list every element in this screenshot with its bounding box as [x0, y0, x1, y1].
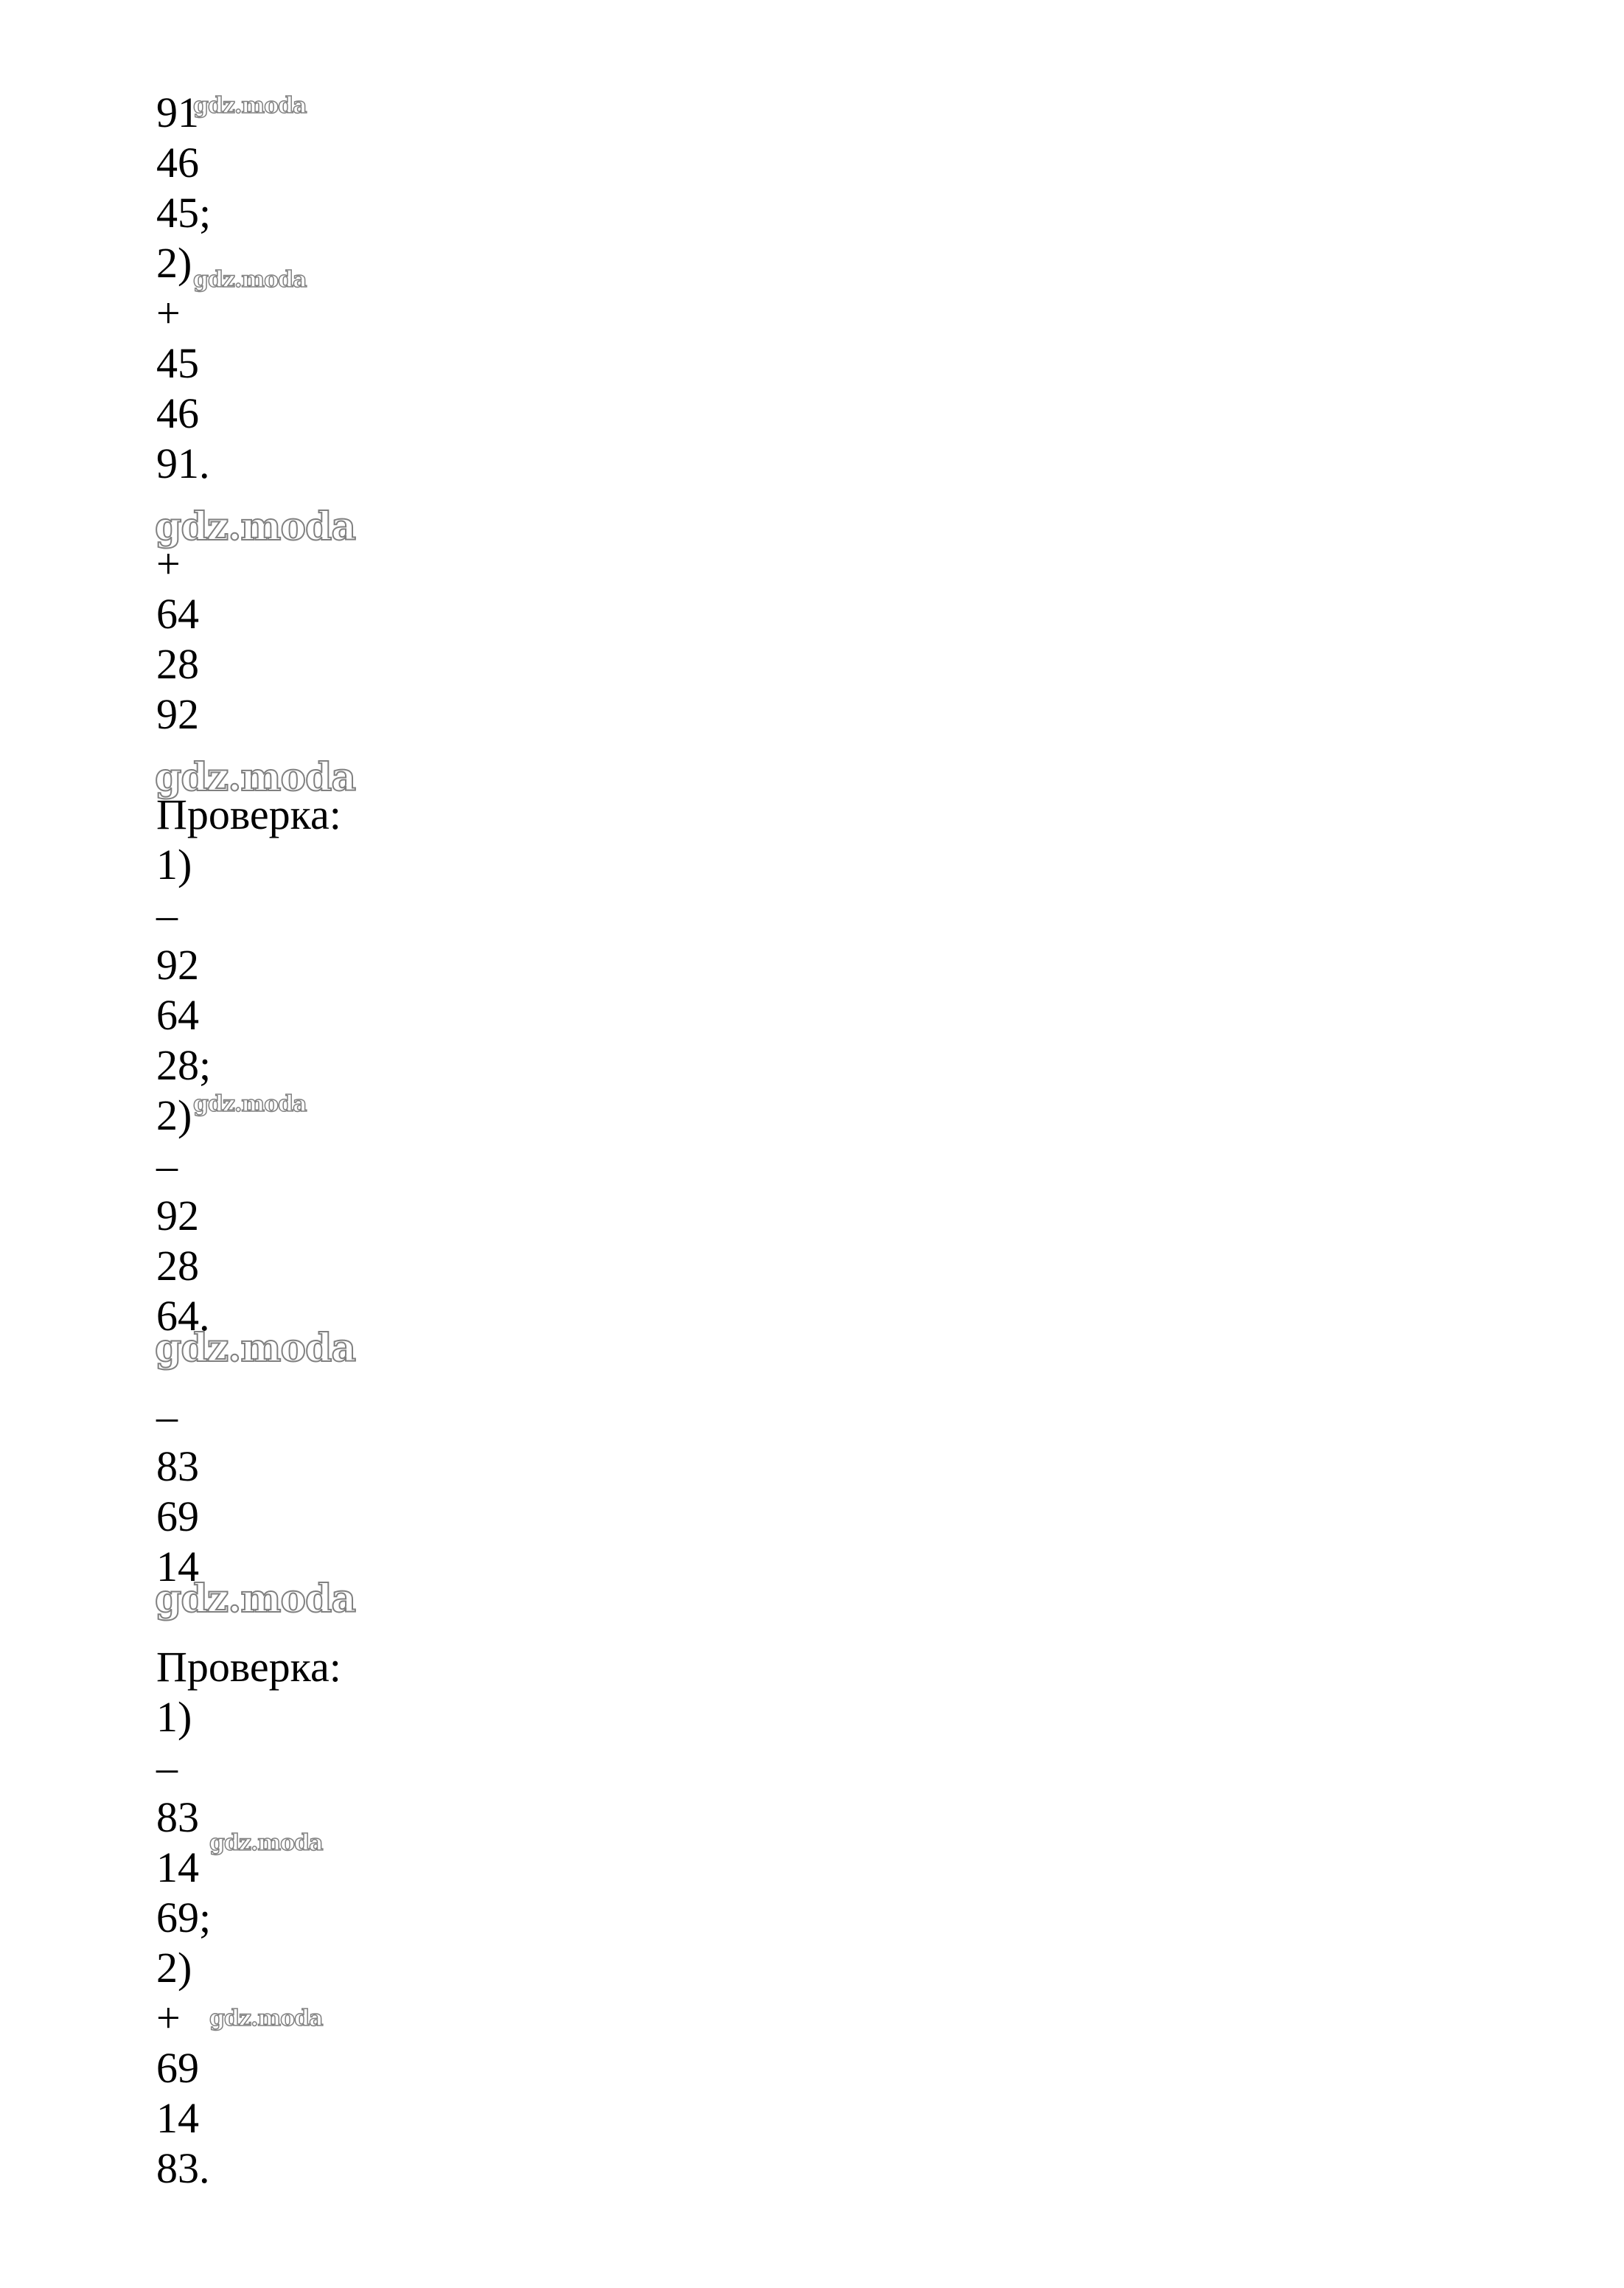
text-line: –: [156, 1141, 178, 1189]
watermark: gdz.moda: [155, 1576, 356, 1621]
text-line: Проверка:: [156, 1643, 341, 1691]
text-line: 83: [156, 1793, 199, 1841]
watermark: gdz.moda: [193, 267, 307, 293]
text-line: 14: [156, 2094, 199, 2142]
watermark: gdz.moda: [193, 1091, 307, 1117]
text-line: 1): [156, 1693, 192, 1741]
text-line: 69: [156, 2044, 199, 2092]
text-line: 92: [156, 1192, 199, 1239]
text-line: 14: [156, 1843, 199, 1891]
text-line: 83: [156, 1442, 199, 1490]
text-line: 28: [156, 640, 199, 688]
text-line: +: [156, 540, 181, 588]
text-line: 64: [156, 590, 199, 638]
text-line: 91: [156, 88, 199, 136]
text-line: –: [156, 1743, 178, 1791]
text-line: 69;: [156, 1894, 212, 1941]
text-line: –: [156, 1392, 178, 1440]
watermark: gdz.moda: [155, 755, 356, 800]
text-line: 1): [156, 841, 192, 889]
text-line: +: [156, 1994, 181, 2042]
watermark: gdz.moda: [155, 1326, 356, 1371]
text-line: 28;: [156, 1041, 212, 1089]
text-line: 92: [156, 941, 199, 989]
text-line: 2): [156, 1091, 192, 1139]
text-line: 64.: [156, 1292, 210, 1340]
text-line: 46: [156, 139, 199, 187]
text-line: 91.: [156, 439, 210, 487]
watermark: gdz.moda: [155, 504, 356, 549]
text-line: 28: [156, 1242, 199, 1290]
text-line: 45;: [156, 189, 212, 237]
text-line: 14: [156, 1543, 199, 1590]
text-line: 64: [156, 991, 199, 1039]
text-line: +: [156, 289, 181, 337]
watermark: gdz.moda: [193, 93, 307, 119]
watermark: gdz.moda: [209, 1830, 323, 1856]
text-line: 45: [156, 339, 199, 387]
watermark: gdz.moda: [209, 2006, 323, 2031]
text-line: Проверка:: [156, 790, 341, 838]
text-line: 69: [156, 1492, 199, 1540]
text-line: 2): [156, 239, 192, 287]
text-line: 2): [156, 1944, 192, 1992]
text-line: 83.: [156, 2144, 210, 2192]
text-line: –: [156, 891, 178, 939]
text-line: 46: [156, 389, 199, 437]
text-line: 92: [156, 690, 199, 738]
